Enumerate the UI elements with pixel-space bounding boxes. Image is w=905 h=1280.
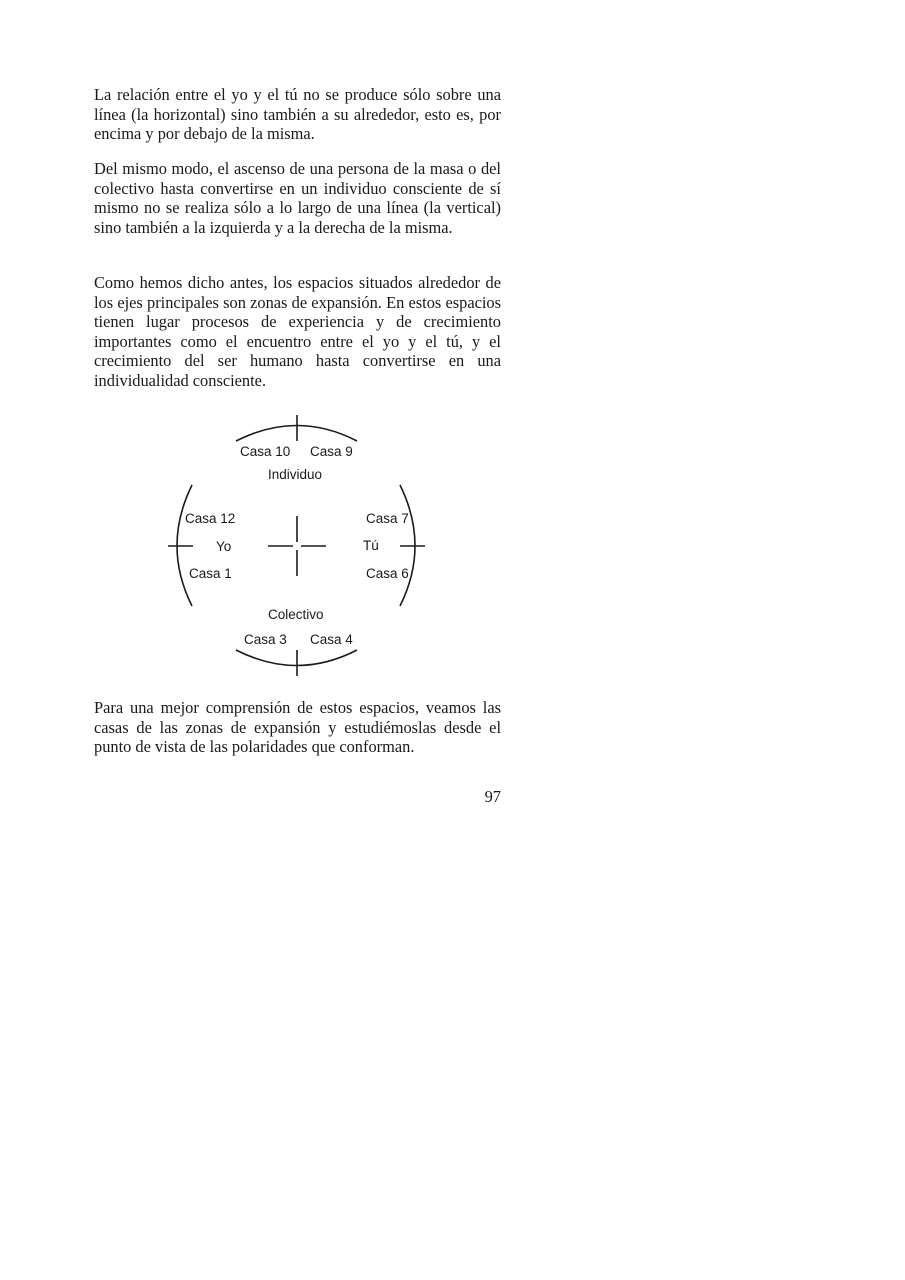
label-individuo: Individuo: [268, 467, 323, 482]
paragraph-comprension: Para una mejor comprensión de estos espacios, veamos las casas de las zonas de expansión y estudiémoslas desde el punto de vista de las polaridades que conforman.: [94, 698, 501, 757]
paragraph-ascenso: Del mismo modo, el ascenso de una persona de la masa o del colectivo hasta convertirse en un individuo consciente de sí mismo no se realiza sólo a lo largo de una línea (la vertical) sino también a la izquierda y a la derecha de la misma.: [94, 159, 501, 237]
label-casa-6: Casa 6: [366, 566, 409, 581]
label-casa-12: Casa 12: [185, 511, 236, 526]
label-casa-9: Casa 9: [310, 444, 353, 459]
label-casa-4: Casa 4: [310, 632, 353, 647]
bottom-arc: [236, 650, 357, 666]
page-number: 97: [484, 787, 501, 806]
label-colectivo: Colectivo: [268, 607, 324, 622]
label-casa-1: Casa 1: [189, 566, 232, 581]
left-arc: [177, 485, 192, 606]
paragraph-yo-tu: La relación entre el yo y el tú no se produce sólo sobre una línea (la horizontal) sino también a su alrededor, esto es, por encima y por debajo de la misma.: [94, 85, 501, 144]
label-casa-7: Casa 7: [366, 511, 409, 526]
label-tu: Tú: [363, 538, 379, 553]
label-casa-3: Casa 3: [244, 632, 287, 647]
label-yo: Yo: [216, 539, 232, 554]
top-arc: [236, 426, 357, 442]
label-casa-10: Casa 10: [240, 444, 291, 459]
paragraph-zonas-expansion: Como hemos dicho antes, los espacios situados alrededor de los ejes principales son zonas de expansión. En estos espacios tienen lugar procesos de experiencia y de crecimiento importantes como el encuentro entre el yo y el tú, y el crecimiento del ser humano hasta convertirse en una individualidad consciente.: [94, 273, 501, 390]
right-arc: [400, 485, 415, 606]
